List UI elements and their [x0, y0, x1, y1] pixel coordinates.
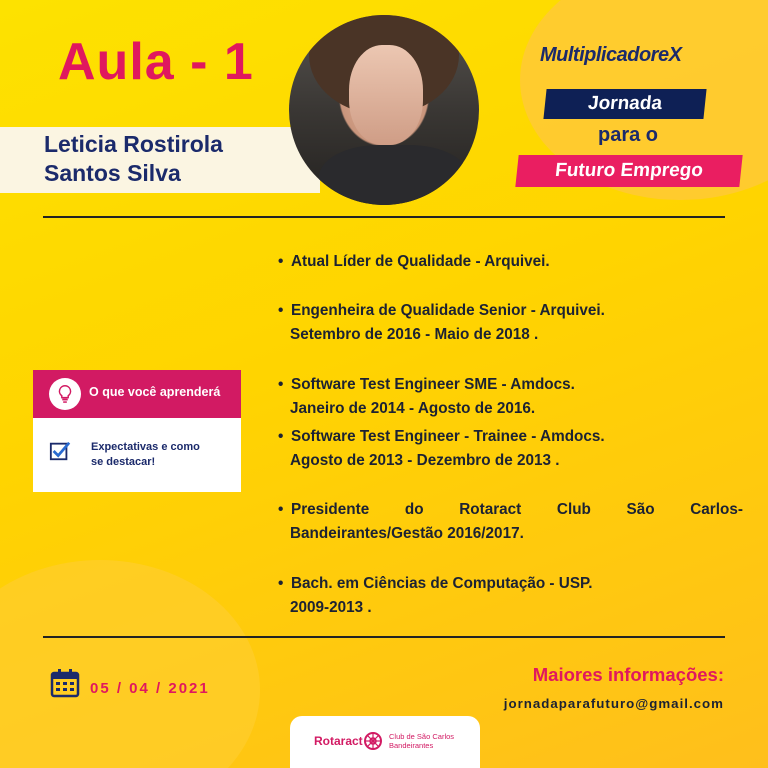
- checkbox-icon: [49, 440, 71, 462]
- career-item-line1: Software Test Engineer - Trainee - Amdocs.: [291, 428, 605, 445]
- career-item: • Software Test Engineer SME - Amdocs. Janeiro de 2014 - Agosto de 2016.: [278, 373, 743, 421]
- speaker-name-line2: Santos Silva: [44, 160, 181, 186]
- career-item-line2: Bandeirantes/Gestão 2016/2017.: [290, 525, 524, 542]
- speaker-name-line1: Leticia Rostirola: [44, 131, 223, 157]
- learn-card-text-line1: Expectativas e como: [91, 441, 200, 453]
- learn-card-text-line2: se destacar!: [91, 456, 156, 468]
- career-item-line1: [278, 498, 743, 522]
- futuro-emprego-tag: Futuro Emprego: [515, 155, 742, 187]
- contact-email[interactable]: jornadaparafuturo@gmail.com: [503, 696, 724, 711]
- rotaract-club-line1: Club de São Carlos: [389, 732, 455, 741]
- rotaract-club-line2: Bandeirantes: [389, 741, 434, 750]
- rotary-wheel-icon: [363, 731, 383, 751]
- career-item: • Atual Líder de Qualidade - Arquivei.: [278, 250, 743, 274]
- rotaract-badge: [290, 716, 480, 768]
- career-word: do: [404, 501, 424, 518]
- learn-card-header: [33, 370, 241, 418]
- decor-blob-bottom-left: [0, 560, 260, 768]
- more-info-heading: Maiores informações:: [532, 664, 724, 685]
- divider-top: [43, 216, 725, 218]
- calendar-icon: [50, 668, 80, 698]
- learn-card-text: [91, 440, 200, 470]
- rotaract-club-name: [389, 732, 454, 750]
- career-item-line1: Bach. em Ciências de Computação - USP.: [291, 575, 593, 592]
- learn-card-title: O que você aprenderá: [89, 385, 221, 399]
- speaker-name: [44, 130, 223, 188]
- photo-coat: [319, 145, 469, 205]
- career-word: Club: [556, 501, 591, 518]
- lesson-title: Aula - 1: [58, 33, 254, 91]
- career-word: São: [626, 501, 655, 518]
- career-item-line2: Janeiro de 2014 - Agosto de 2016.: [290, 400, 536, 417]
- career-item-line1: Atual Líder de Qualidade - Arquivei.: [291, 253, 550, 270]
- career-item-line2: Agosto de 2013 - Dezembro de 2013 .: [290, 452, 560, 469]
- speaker-photo: [289, 15, 479, 205]
- brand-logo: MultiplicadoreX: [540, 44, 682, 66]
- lightbulb-icon: [49, 378, 81, 410]
- jornada-tag: Jornada: [543, 89, 706, 119]
- event-date: 05 / 04 / 2021: [90, 680, 210, 697]
- career-item-line2: 2009-2013 .: [290, 599, 372, 616]
- learn-card: [33, 370, 241, 492]
- career-item: • Bach. em Ciências de Computação - USP. 2009-2013 .: [278, 572, 743, 620]
- career-item-line1: Software Test Engineer SME - Amdocs.: [291, 376, 575, 393]
- career-word: Presidente: [291, 501, 370, 518]
- career-item: • Software Test Engineer - Trainee - Amdocs. Agosto de 2013 - Dezembro de 2013 .: [278, 425, 743, 473]
- career-word: Rotaract: [459, 501, 522, 518]
- career-item: • Engenheira de Qualidade Senior - Arquivei. Setembro de 2016 - Maio de 2018 .: [278, 299, 743, 347]
- divider-bottom: [43, 636, 725, 638]
- career-item: • Presidente do Rotaract Club São Carlos- Bandeirantes/Gestão 2016/2017.: [278, 498, 743, 546]
- career-item-line1: Engenheira de Qualidade Senior - Arquivei.: [291, 302, 605, 319]
- para-o-text: para o: [598, 124, 659, 146]
- photo-face: [349, 45, 423, 145]
- rotaract-name: Rotaract: [314, 734, 363, 748]
- career-item-line2: Setembro de 2016 - Maio de 2018 .: [290, 326, 539, 343]
- career-word: Carlos-: [690, 501, 743, 518]
